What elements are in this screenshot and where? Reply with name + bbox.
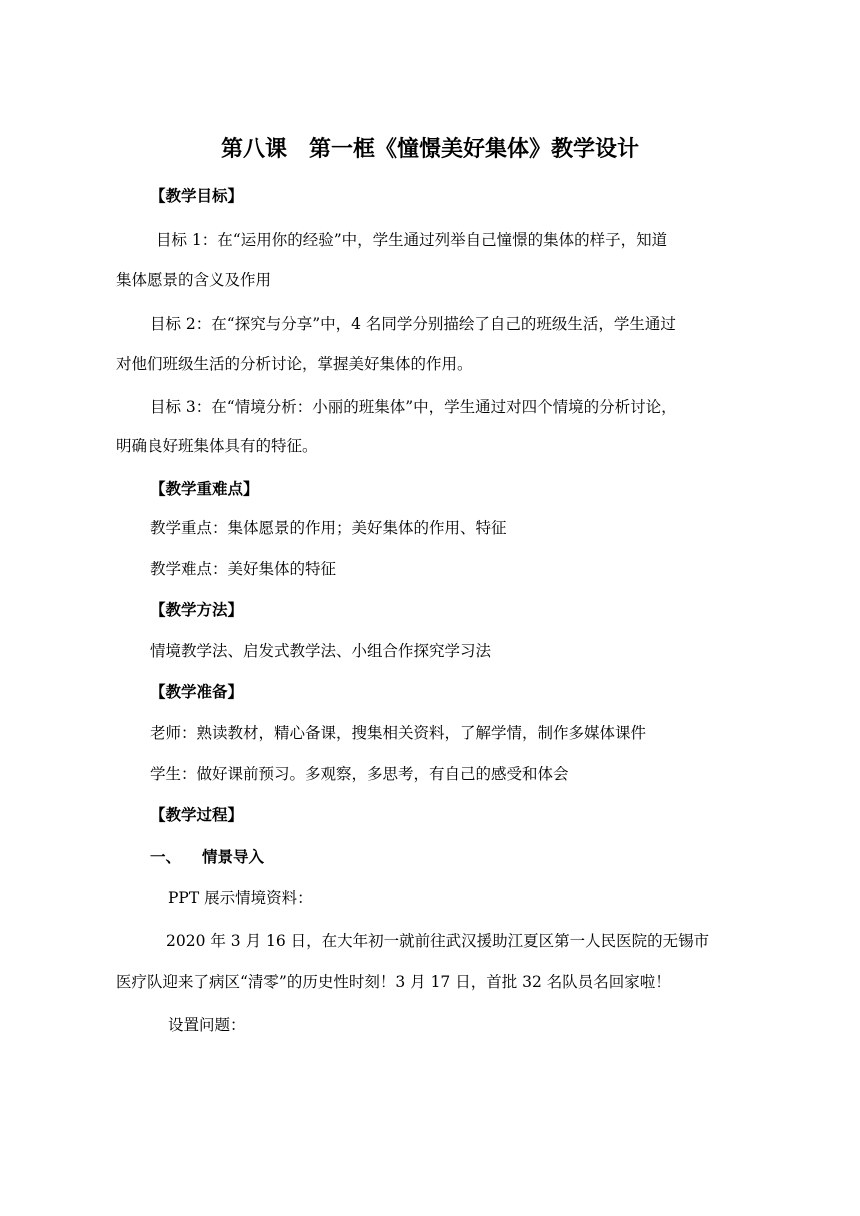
process-heading: 【教学过程】: [150, 806, 244, 824]
goals-heading: 【教学目标】: [150, 187, 244, 205]
methods-heading: 【教学方法】: [150, 601, 244, 619]
key-point-text: 教学重点：集体愿景的作用；美好集体的作用、特征: [150, 519, 507, 537]
section-1-title: 情景导入: [202, 848, 265, 866]
difficult-point-text: 教学难点：美好集体的特征: [150, 560, 337, 578]
key-points-heading: 【教学重难点】: [150, 480, 259, 498]
section-1-heading: [150, 845, 264, 869]
goal-1-line-2: 集体愿景的含义及作用: [116, 271, 272, 289]
teacher-prep-text: 老师：熟读教材，精心备课，搜集相关资料，了解学情，制作多媒体课件: [150, 724, 647, 742]
story-line-1: 2020 年 3 月 16 日，在大年初一就前往武汉援助江夏区第一人民医院的无锡市: [166, 932, 710, 950]
question-intro-text: 设置问题：: [168, 1016, 246, 1034]
goal-3-line-1: 目标 3：在“情境分析：小丽的班集体”中，学生通过对四个情境的分析讨论，: [150, 398, 677, 416]
document-title: 第八课 第一框《憧憬美好集体》教学设计: [220, 137, 639, 162]
story-line-2: 医疗队迎来了病区“清零”的历史性时刻！3 月 17 日，首批 32 名队员名回家啦！: [116, 973, 671, 991]
goal-1-line-1: 目标 1：在“运用你的经验”中，学生通过列举自己憧憬的集体的样子，知道: [156, 231, 668, 249]
student-prep-text: 学生：做好课前预习。多观察，多思考，有自己的感受和体会: [150, 765, 569, 783]
ppt-intro-text: PPT 展示情境资料：: [168, 889, 313, 907]
goal-2-line-2: 对他们班级生活的分析讨论，掌握美好集体的作用。: [116, 355, 473, 373]
goal-3-line-2: 明确良好班集体具有的特征。: [116, 437, 318, 455]
preparation-heading: 【教学准备】: [150, 683, 244, 701]
section-1-number: 一、: [150, 848, 182, 866]
goal-2-line-1: 目标 2：在“探究与分享”中，4 名同学分别描绘了自己的班级生活，学生通过: [150, 315, 676, 333]
methods-text: 情境教学法、启发式教学法、小组合作探究学习法: [150, 642, 492, 660]
